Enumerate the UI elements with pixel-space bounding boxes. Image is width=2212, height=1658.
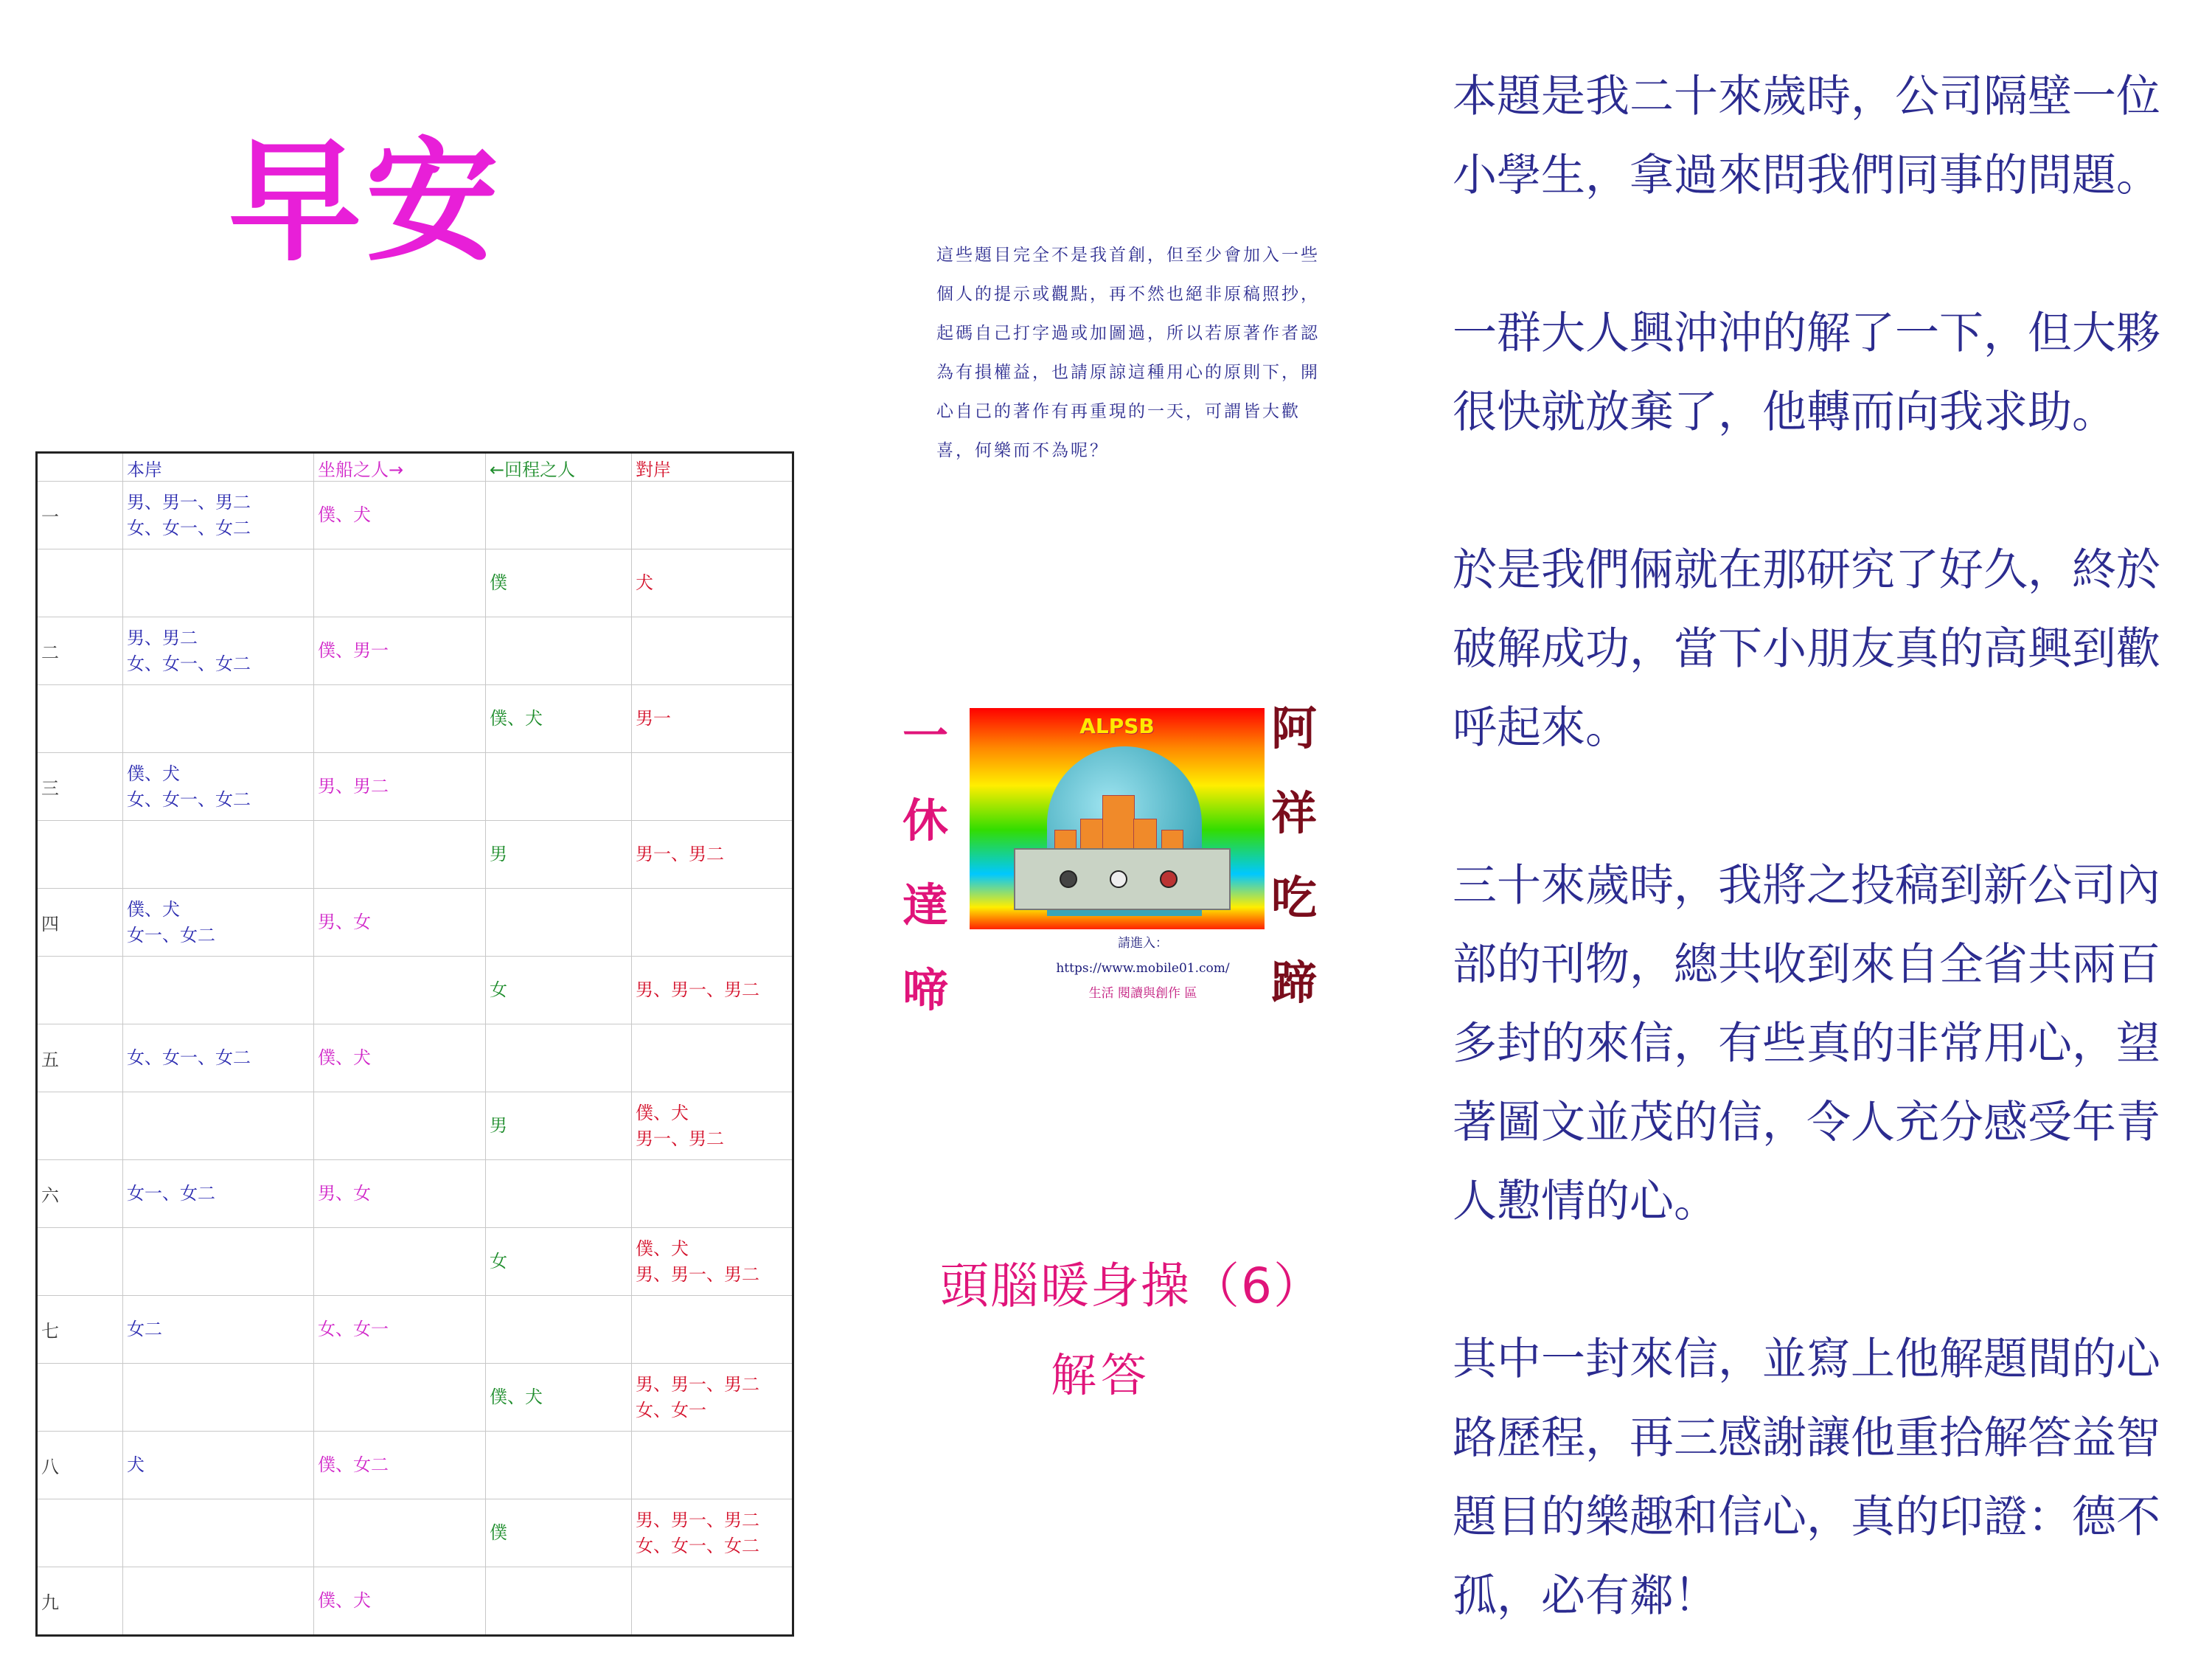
near-bank-cell — [123, 685, 314, 753]
boat-forward-cell — [314, 685, 486, 753]
table-row — [37, 1499, 793, 1567]
header-boat-forward: 坐船之人→ — [314, 453, 486, 482]
step-cell: 七 — [37, 1296, 123, 1364]
cell-line: 男、男一、男二 — [127, 491, 251, 513]
table-row — [37, 957, 793, 1024]
step-cell — [37, 1228, 123, 1296]
boat-return-cell — [486, 1567, 632, 1636]
story-text — [1453, 58, 2183, 1636]
step-cell — [37, 685, 123, 753]
cell-line: 女、女一、女二 — [636, 1535, 759, 1556]
near-bank-cell — [123, 753, 314, 821]
table-row — [37, 1160, 793, 1228]
table-row — [37, 889, 793, 957]
cell-line: 男、女 — [318, 912, 371, 932]
table-header-row — [37, 453, 793, 482]
table-row — [37, 1567, 793, 1636]
header-near-bank: 本岸 — [123, 453, 314, 482]
far-bank-cell — [632, 821, 793, 889]
header-step — [37, 453, 123, 482]
step-cell — [37, 1499, 123, 1567]
cell-line: 女 — [490, 1251, 507, 1272]
cell-line: 女、女一、女二 — [127, 1047, 251, 1068]
cell-line: 女、女一 — [636, 1399, 706, 1421]
disclaimer-note: 這些題目完全不是我首創，但至少會加入一些個人的提示或觀點，再不然也絕非原稿照抄，起碼自己打字過或加圖過，所以若原著作者認為有損權益，也請原諒這種用心的原則下，開心自己的著作有再重現的一天，可謂皆大歡喜，何樂而不為呢？ — [936, 246, 1320, 460]
logo-left-char: 達 — [902, 878, 948, 932]
visit-section: 生活 閱讀與創作 區 — [1088, 986, 1197, 1001]
boat-forward-cell — [314, 482, 486, 549]
step-cell — [37, 957, 123, 1024]
far-bank-cell — [632, 617, 793, 685]
near-bank-cell — [123, 617, 314, 685]
cell-line: 男、男一、男二 — [636, 1509, 759, 1530]
table-row — [37, 753, 793, 821]
far-bank-cell — [632, 889, 793, 957]
near-bank-cell — [123, 1499, 314, 1567]
boat-return-cell — [486, 889, 632, 957]
logo-right-char: 祥 — [1270, 786, 1317, 840]
logo-block — [900, 693, 1342, 1017]
boat-forward-cell — [314, 1228, 486, 1296]
boat-return-cell — [486, 549, 632, 617]
boat-return-cell — [486, 1432, 632, 1499]
table-row — [37, 1364, 793, 1432]
logo-right-char: 阿 — [1270, 701, 1317, 755]
step-cell: 一 — [37, 482, 123, 549]
table-row — [37, 1092, 793, 1160]
step-cell — [37, 821, 123, 889]
cell-line: 男、男一、男二 — [636, 1373, 759, 1395]
visit-label: 請進入： — [1118, 936, 1168, 951]
step-cell: 二 — [37, 617, 123, 685]
boat-forward-cell — [314, 1092, 486, 1160]
table-row — [37, 1296, 793, 1364]
far-bank-cell — [632, 1296, 793, 1364]
cell-line: 女一、女二 — [127, 1183, 215, 1204]
table-row — [37, 1432, 793, 1499]
step-cell — [37, 1364, 123, 1432]
puzzle-title: 頭腦暖身操（6） — [940, 1258, 1324, 1314]
table-row — [37, 821, 793, 889]
boat-forward-cell — [314, 1160, 486, 1228]
logo-left-vertical-text — [900, 693, 951, 1033]
boat-forward-cell — [314, 1567, 486, 1636]
boat-forward-cell — [314, 1364, 486, 1432]
near-bank-cell — [123, 1160, 314, 1228]
cell-line: 男一、男二 — [636, 844, 724, 864]
boat-forward-cell — [314, 957, 486, 1024]
boat-forward-cell — [314, 1432, 486, 1499]
logo-building-graphic — [1080, 819, 1104, 850]
boat-forward-cell — [314, 1024, 486, 1092]
near-bank-cell — [123, 1024, 314, 1092]
table-row — [37, 549, 793, 617]
story-paragraph: 於是我們倆就在那研究了好久，終於破解成功，當下小朋友真的高興到歡呼起來。 — [1453, 544, 2160, 754]
step-cell: 五 — [37, 1024, 123, 1092]
boat-return-cell — [486, 1296, 632, 1364]
cell-line: 僕 — [490, 1522, 507, 1543]
near-bank-cell — [123, 1296, 314, 1364]
boat-return-cell — [486, 957, 632, 1024]
logo-left-char: 啼 — [902, 963, 948, 1017]
near-bank-cell — [123, 1432, 314, 1499]
boat-forward-cell — [314, 753, 486, 821]
boat-return-cell — [486, 821, 632, 889]
boat-return-cell — [486, 1364, 632, 1432]
cell-line: 女二 — [127, 1319, 162, 1339]
cell-line: 僕、犬 — [636, 1238, 689, 1259]
boat-return-cell — [486, 685, 632, 753]
cell-line: 僕 — [490, 572, 507, 593]
far-bank-cell — [632, 1228, 793, 1296]
cell-line: 僕、犬 — [127, 898, 180, 920]
step-cell — [37, 549, 123, 617]
boat-return-cell — [486, 753, 632, 821]
cell-line: 男 — [490, 844, 507, 864]
logo-knob-icon — [1060, 870, 1077, 888]
cell-line: 女、女一 — [318, 1319, 389, 1339]
step-cell: 八 — [37, 1432, 123, 1499]
boat-forward-cell — [314, 549, 486, 617]
greeting-title: 早安 — [229, 125, 504, 280]
puzzle-subtitle: 解答 — [1051, 1348, 1152, 1402]
cell-line: 男、女 — [318, 1183, 371, 1204]
story-paragraph: 本題是我二十來歲時，公司隔壁一位小學生，拿過來問我們同事的問題。 — [1453, 71, 2160, 201]
story-paragraph: 其中一封來信，並寫上他解題間的心路歷程，再三感謝讓他重拾解答益智題目的樂趣和信心，真的印證：德不孤，必有鄰！ — [1453, 1333, 2160, 1622]
cell-line: 男、男一、男二 — [636, 979, 759, 1000]
near-bank-cell — [123, 889, 314, 957]
near-bank-cell — [123, 821, 314, 889]
cell-line: 僕、犬 — [127, 763, 180, 784]
boat-return-cell — [486, 617, 632, 685]
logo-knob-icon — [1110, 870, 1127, 888]
story-paragraph: 一群大人興沖沖的解了一下，但大夥很快就放棄了，他轉而向我求助。 — [1453, 308, 2160, 438]
visit-info — [1032, 931, 1253, 1006]
cell-line: 男、男一、男二 — [636, 1263, 759, 1285]
cell-line: 女、女一、女二 — [127, 517, 251, 538]
solution-table — [35, 451, 794, 1637]
table-row — [37, 1228, 793, 1296]
boat-return-cell — [486, 1499, 632, 1567]
step-cell: 三 — [37, 753, 123, 821]
far-bank-cell — [632, 1567, 793, 1636]
far-bank-cell — [632, 482, 793, 549]
cell-line: 僕、犬 — [318, 1047, 371, 1068]
near-bank-cell — [123, 957, 314, 1024]
cell-line: 犬 — [636, 572, 653, 593]
far-bank-cell — [632, 1024, 793, 1092]
logo-panel-graphic — [1014, 848, 1231, 910]
logo-right-char: 蹄 — [1270, 956, 1317, 1010]
cell-line: 男一 — [636, 708, 671, 729]
cell-line: 男、男二 — [318, 776, 389, 797]
far-bank-cell — [632, 1364, 793, 1432]
boat-forward-cell — [314, 889, 486, 957]
logo-image — [970, 708, 1265, 929]
near-bank-cell — [123, 1228, 314, 1296]
table-row — [37, 685, 793, 753]
far-bank-cell — [632, 753, 793, 821]
near-bank-cell — [123, 482, 314, 549]
step-cell: 四 — [37, 889, 123, 957]
far-bank-cell — [632, 549, 793, 617]
table-row — [37, 617, 793, 685]
boat-forward-cell — [314, 821, 486, 889]
table-row — [37, 1024, 793, 1092]
cell-line: 男、男二 — [127, 627, 198, 648]
logo-building-graphic — [1133, 819, 1157, 850]
boat-return-cell — [486, 1092, 632, 1160]
cell-line: 女、女一、女二 — [127, 788, 251, 810]
step-cell: 六 — [37, 1160, 123, 1228]
far-bank-cell — [632, 1432, 793, 1499]
far-bank-cell — [632, 1499, 793, 1567]
far-bank-cell — [632, 685, 793, 753]
boat-forward-cell — [314, 1499, 486, 1567]
logo-knob-icon — [1160, 870, 1178, 888]
cell-line: 僕、犬 — [636, 1102, 689, 1123]
boat-return-cell — [486, 1024, 632, 1092]
table-row — [37, 482, 793, 549]
table-body — [37, 482, 793, 1636]
cell-line: 犬 — [127, 1454, 145, 1475]
cell-line: 僕、犬 — [318, 504, 371, 525]
step-cell: 九 — [37, 1567, 123, 1636]
logo-building-graphic — [1102, 795, 1135, 850]
near-bank-cell — [123, 1092, 314, 1160]
visit-url-link[interactable]: https://www.mobile01.com/ — [1056, 961, 1230, 976]
cell-line: 女一、女二 — [127, 924, 215, 946]
near-bank-cell — [123, 1364, 314, 1432]
logo-left-char: 一 — [902, 709, 948, 763]
boat-forward-cell — [314, 617, 486, 685]
cell-line: 僕、女二 — [318, 1454, 389, 1475]
near-bank-cell — [123, 549, 314, 617]
story-paragraph: 三十來歲時，我將之投稿到新公司內部的刊物，總共收到來自全省共兩百多封的來信，有些真的非常用心，望著圖文並茂的信，令人充分感受年青人懃情的心。 — [1453, 860, 2160, 1227]
cell-line: 僕、男一 — [318, 640, 389, 661]
near-bank-cell — [123, 1567, 314, 1636]
logo-badge-text: ALPSB — [1079, 714, 1155, 738]
logo-building-graphic — [1161, 830, 1183, 850]
cell-line: 女 — [490, 979, 507, 1000]
cell-line: 僕、犬 — [490, 708, 543, 729]
logo-right-vertical-text — [1268, 686, 1320, 1025]
cell-line: 男 — [490, 1115, 507, 1136]
cell-line: 僕、犬 — [318, 1590, 371, 1611]
cell-line: 男一、男二 — [636, 1128, 724, 1149]
step-cell — [37, 1092, 123, 1160]
far-bank-cell — [632, 1092, 793, 1160]
boat-return-cell — [486, 1160, 632, 1228]
header-boat-return: ←回程之人 — [486, 453, 632, 482]
boat-return-cell — [486, 482, 632, 549]
boat-return-cell — [486, 1228, 632, 1296]
boat-forward-cell — [314, 1296, 486, 1364]
cell-line: 女、女一、女二 — [127, 653, 251, 674]
far-bank-cell — [632, 1160, 793, 1228]
logo-left-char: 休 — [902, 794, 948, 847]
cell-line: 僕、犬 — [490, 1387, 543, 1407]
far-bank-cell — [632, 957, 793, 1024]
logo-building-graphic — [1054, 830, 1077, 850]
logo-right-char: 吃 — [1270, 871, 1317, 925]
header-far-bank: 對岸 — [632, 453, 793, 482]
